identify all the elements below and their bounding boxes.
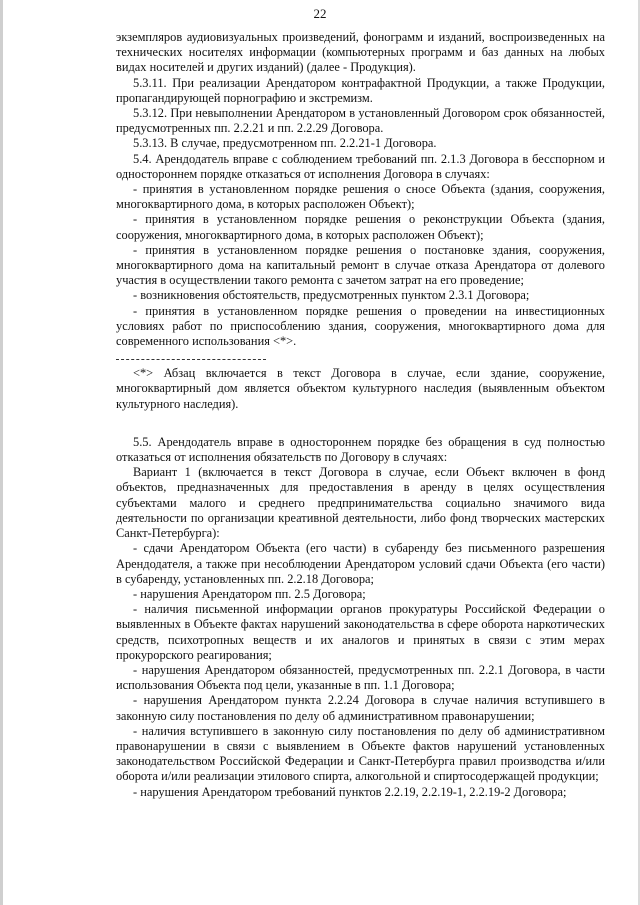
- paragraph: 5.3.12. При невыполнении Арендатором в установленный Договором срок обязанностей, предусмотренных пп. 2.2.21 и пп. 2.2.29 Договора.: [116, 106, 605, 136]
- paragraph: 5.4. Арендодатель вправе с соблюдением требований пп. 2.1.3 Договора в бесспорном и одностороннем порядке отказаться от исполнения Договора в случаях:: [116, 151, 605, 181]
- paragraph: - принятия в установленном порядке решения о постановке здания, сооружения, многоквартирного дома на капитальный ремонт в случае отказа Арендатора от долевого участия в осуществлении такого ремонта с зачетом затрат на его проведение;: [116, 242, 605, 288]
- footnote-separator: [116, 359, 266, 360]
- paragraph: - нарушения Арендатором требований пунктов 2.2.19, 2.2.19-1, 2.2.19-2 Договора;: [133, 784, 567, 799]
- page-number: 22: [313, 6, 327, 21]
- paragraph: - нарушения Арендатором обязанностей, предусмотренных пп. 2.2.1 Договора, в части использования Объекта под цели, указанные в пп. 1.1 Договора;: [116, 662, 605, 693]
- paragraph: экземпляров аудиовизуальных произведений, фонограмм и изданий, воспроизведенных на технических носителях информации (компьютерных программ и баз данных на любых видах носителей и других изданий) (далее - Продукция).: [116, 30, 605, 75]
- paragraph: - нарушения Арендатором пункта 2.2.24 Договора в случае наличия вступившего в законную силу постановления по делу об административном правонарушении;: [116, 693, 605, 723]
- paragraph-group-clauses: [116, 30, 605, 349]
- paragraph: - нарушения Арендатором пп. 2.5 Договора;: [133, 586, 366, 601]
- paragraph: - наличия письменной информации органов прокуратуры Российской Федерации о выявленных в Объекте фактах нарушений законодательства в сфере оборота наркотических средств, психотропных веществ и их аналогов и принятых в связи с этим мерах прокурорского реагирования;: [116, 602, 605, 662]
- paragraph: - принятия в установленном порядке решения о проведении на инвестиционных условиях работ по приспособлению здания, сооружения, многоквартирного дома для современного использования <*>.: [116, 303, 605, 349]
- paragraph: - принятия в установленном порядке решения о реконструкции Объекта (здания, сооружения, многоквартирного дома, в которых расположен Объект);: [116, 212, 605, 242]
- paragraph: 5.5. Арендодатель вправе в одностороннем порядке без обращения в суд полностью отказаться от исполнения обязательств по Договору в случаях:: [116, 434, 605, 465]
- scan-edge-left: [0, 0, 3, 905]
- document-body: [116, 30, 605, 800]
- footnote: <*> Абзац включается в текст Договора в случае, если здание, сооружение, многоквартирный дом является объектом культурного наследия (выявленным объектом культурного наследия).: [116, 366, 605, 411]
- paragraph: Вариант 1 (включается в текст Договора в случае, если Объект включен в фонд объектов, предназначенных для предоставления в аренду в целях осуществления субъектами малого и среднего предпринимательства социально значимого вида деятельности по организации креативной деятельности, либо фонд творческих мастерских Санкт-Петербурга):: [116, 465, 605, 541]
- section-gap: [116, 412, 605, 435]
- paragraph: 5.3.13. В случае, предусмотренном пп. 2.2.21-1 Договора.: [133, 136, 437, 151]
- paragraph: - принятия в установленном порядке решения о сносе Объекта (здания, сооружения, многоквартирного дома, в которых расположен Объект);: [116, 182, 605, 212]
- paragraph: - возникновения обстоятельств, предусмотренных пунктом 2.3.1 Договора;: [133, 288, 530, 303]
- paragraph: 5.3.11. При реализации Арендатором контрафактной Продукции, а также Продукции, пропагандирующей порнографию и экстремизм.: [116, 75, 605, 105]
- paragraph: - сдачи Арендатором Объекта (его части) в субаренду без письменного разрешения Арендодателя, а также при несоблюдении Арендатором условий сдачи Объекта (его части) в субаренду, установленных пп. 2.2.18 Договора;: [116, 541, 605, 586]
- paragraph: - наличия вступившего в законную силу постановления по делу об административном правонарушении в связи с выявлением в Объекте фактов нарушений установленных законодательством Российской Федерации и Санкт-Петербурга правил производства и/или оборота и/или реализации этилового спирта, алкогольной и спиртосодержащей продукции;: [116, 723, 605, 784]
- paragraph-group-termination: [116, 435, 605, 800]
